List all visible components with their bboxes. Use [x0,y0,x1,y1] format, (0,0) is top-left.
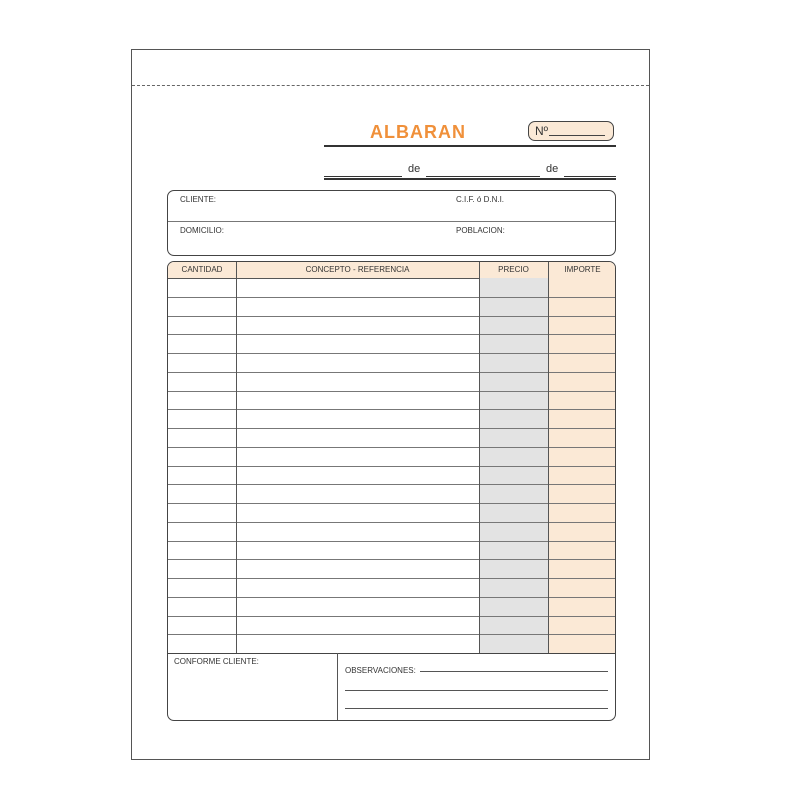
date-rule [324,178,616,180]
items-table [167,261,616,721]
date-de-2: de [546,163,559,175]
observaciones-line-2[interactable] [345,690,608,691]
header-precio: PRECIO [498,265,529,274]
footer-column-divider [337,653,338,721]
date-day-line [324,176,402,177]
date-de-1: de [408,163,421,175]
header-cantidad: CANTIDAD [181,265,223,274]
observaciones-line-3[interactable] [345,708,608,709]
poblacion-label: POBLACION: [456,226,505,235]
cliente-label: CLIENTE: [180,195,217,204]
date-field[interactable] [324,163,616,177]
albaran-form-sheet [131,49,650,760]
number-field[interactable] [528,121,614,141]
divider-precio [548,262,549,653]
date-month-line [426,176,540,177]
header-importe: IMPORTE [564,265,601,274]
number-label: Nº [535,124,549,138]
cif-label: C.I.F. ó D.N.I. [456,195,505,204]
client-divider [168,221,615,222]
date-year-line [564,176,616,177]
divider-concepto [479,262,480,653]
domicilio-label: DOMICILIO: [180,226,225,235]
conforme-cliente-label: CONFORME CLIENTE: [174,657,259,666]
footer-divider [168,653,615,654]
observaciones-line-1[interactable] [420,671,608,672]
document-title: ALBARAN [370,122,466,142]
observaciones-label: OBSERVACIONES: [345,666,416,675]
title-rule [324,145,616,147]
header-concepto: CONCEPTO - REFERENCIA [305,265,410,274]
client-info-box [167,190,616,256]
number-underline [549,135,605,136]
perforation-line [132,85,649,86]
divider-cantidad [236,262,237,653]
